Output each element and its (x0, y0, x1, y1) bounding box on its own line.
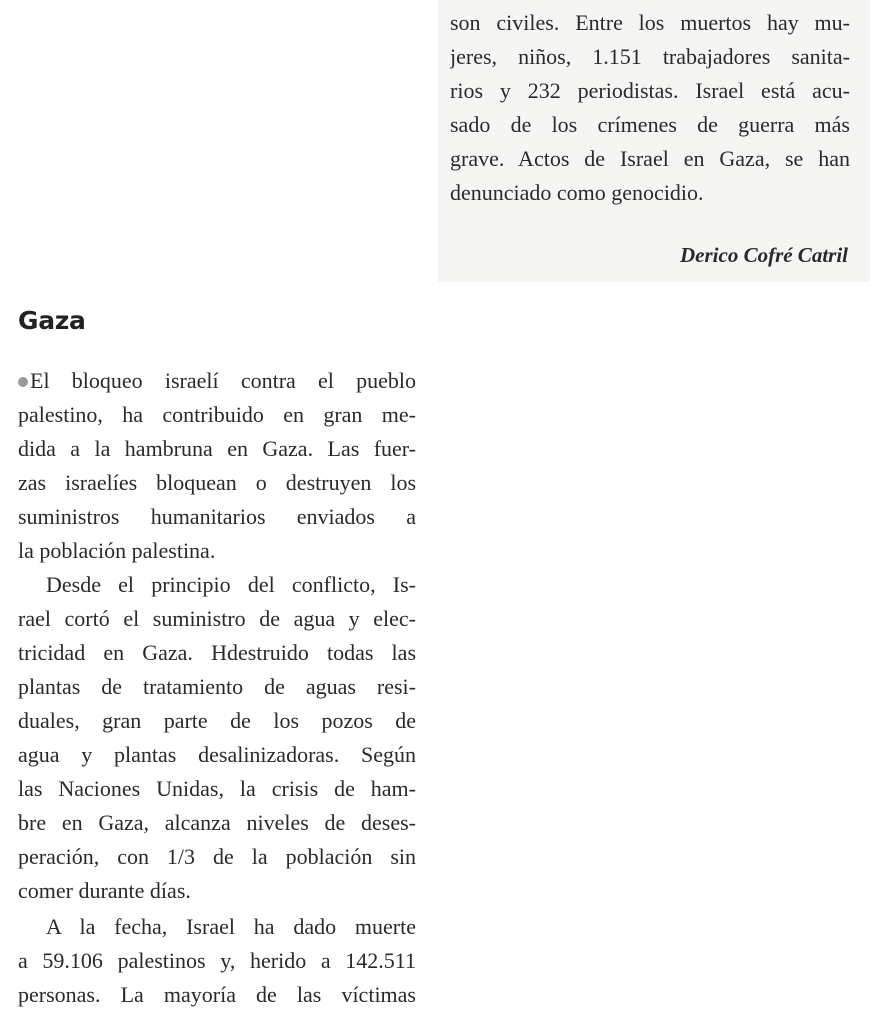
article-line: comer durante días. (18, 878, 191, 903)
article-line: personas. La mayoría de las víctimas (18, 982, 416, 1007)
article-line: la población palestina. (18, 538, 216, 563)
article-line: suministros humanitarios enviados a (18, 504, 416, 529)
article-line: A la fecha, Israel ha dado muerte (46, 914, 416, 939)
article-line: palestino, ha contribuido en gran me- (18, 402, 416, 427)
article-line: las Naciones Unidas, la crisis de ham- (18, 776, 416, 801)
letter-line: rios y 232 periodistas. Israel está acu- (450, 78, 850, 103)
article-line: a 59.106 palestinos y, herido a 142.511 (18, 948, 416, 973)
article-line: agua y plantas desalinizadoras. Según (18, 742, 416, 767)
article-line: bre en Gaza, alcanza niveles de deses- (18, 810, 416, 835)
article-line-text: El bloqueo israelí contra el pueblo (30, 368, 416, 393)
paragraph-1 (18, 364, 416, 568)
letter-line: son civiles. Entre los muertos hay mu- (450, 10, 850, 35)
article-body (18, 364, 416, 1012)
letter-line: denunciado como genocidio. (450, 180, 704, 205)
article-line: rael cortó el suministro de agua y elec- (18, 606, 416, 631)
continued-letter-column (438, 0, 870, 282)
article-line: duales, gran parte de los pozos de (18, 708, 416, 733)
article-headline: Gaza (18, 306, 86, 335)
article-line: zas israelíes bloquean o destruyen los (18, 470, 416, 495)
paragraph-2 (18, 568, 416, 908)
article-line: peración, con 1/3 de la población sin (18, 844, 416, 869)
article-line: tricidad en Gaza. Hdestruido todas las (18, 640, 416, 665)
article-line: Desde el principio del conflicto, Is- (46, 572, 416, 597)
article-line: plantas de tratamiento de aguas resi- (18, 674, 416, 699)
letter-line: sado de los crímenes de guerra más (450, 112, 850, 137)
paragraph-3 (18, 910, 416, 1012)
bullet-icon (18, 377, 28, 387)
letter-line: jeres, niños, 1.151 trabajadores sanita- (450, 44, 850, 69)
article-line (18, 364, 416, 398)
letter-line: grave. Actos de Israel en Gaza, se han (450, 146, 850, 171)
article-line: dida a la hambruna en Gaza. Las fuer- (18, 436, 416, 461)
author-signature: Derico Cofré Catril (680, 243, 848, 267)
